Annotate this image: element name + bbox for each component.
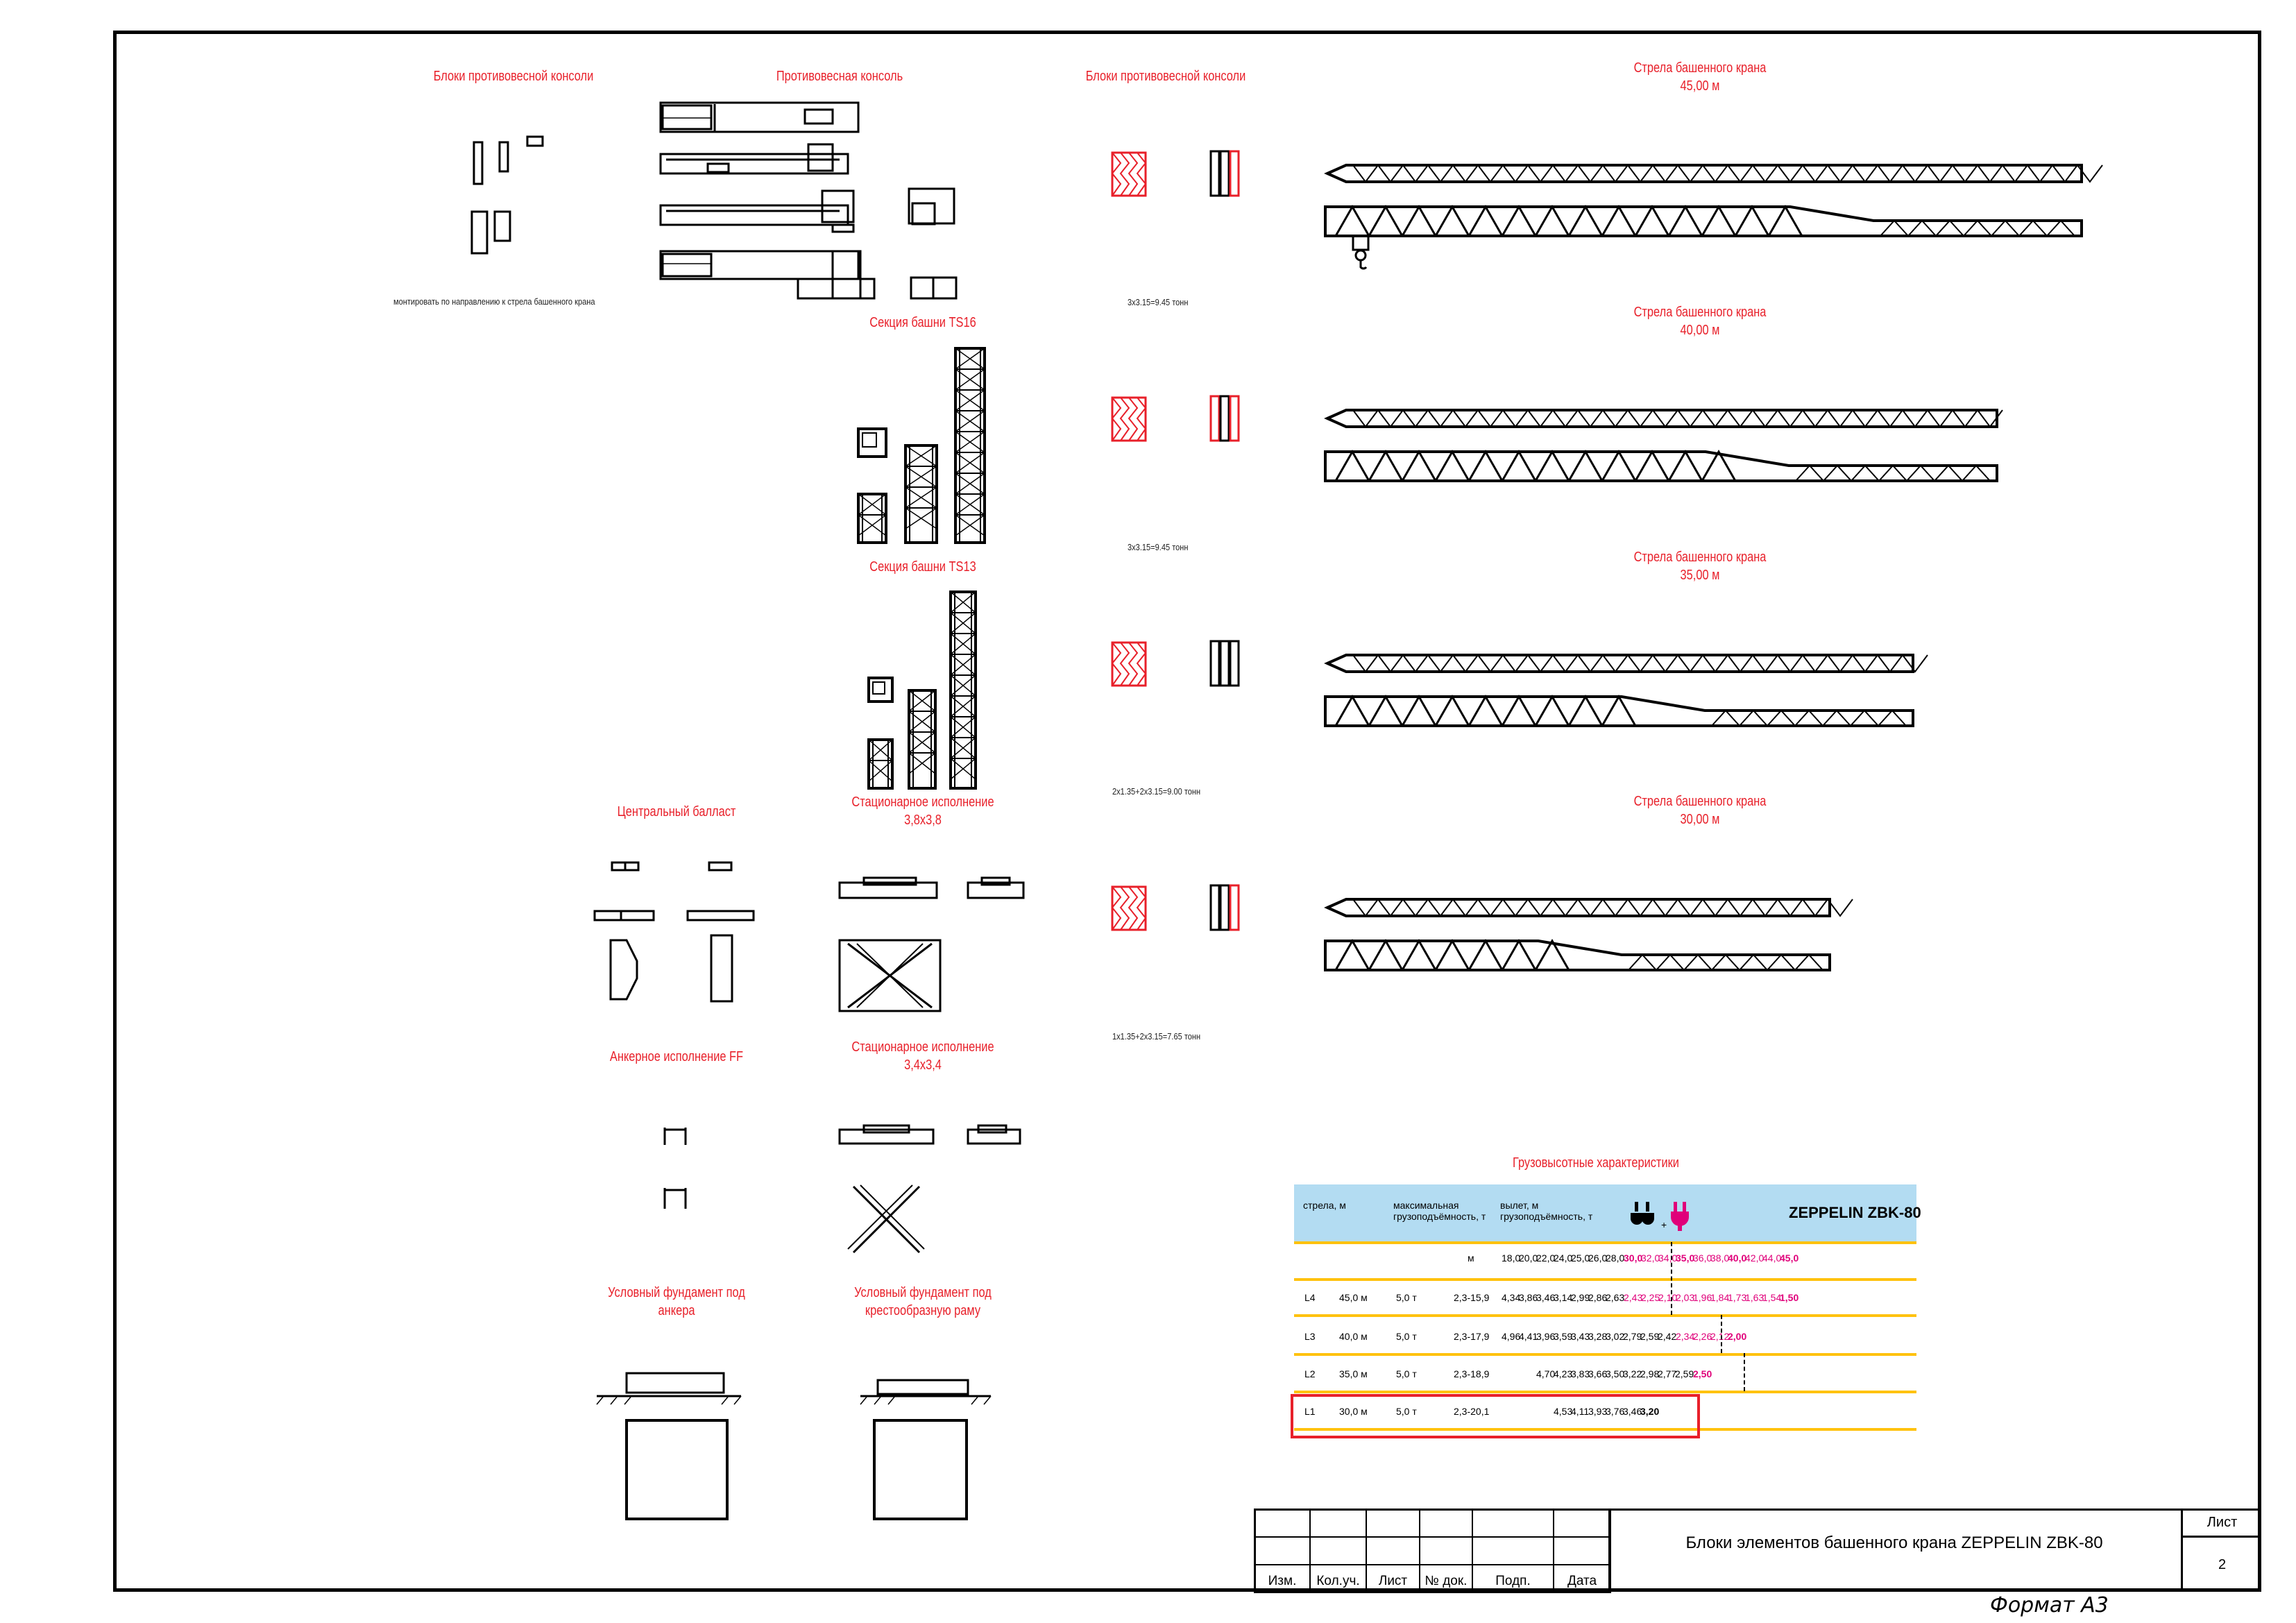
jib-30-title: Стрела башенного крана 30,00 м	[1633, 794, 1767, 827]
table-cell: 2,3-20,1	[1454, 1406, 1490, 1417]
table-cell: 44,0	[1762, 1252, 1782, 1264]
title-block-cell	[1366, 1536, 1420, 1565]
table-cell: L3	[1304, 1331, 1316, 1342]
table-cell: 2,79	[1623, 1331, 1642, 1342]
table-cell: 2,42	[1658, 1331, 1677, 1342]
title-block-cell	[1419, 1536, 1473, 1565]
table-cell: 4,23	[1554, 1368, 1573, 1379]
col-max-load-header: максимальная грузоподъёмность, т	[1393, 1200, 1486, 1222]
svg-text:+: +	[1661, 1219, 1667, 1230]
anchor-ff-title: Анкерное исполнение FF	[609, 1049, 744, 1064]
table-cell: 35,0	[1676, 1252, 1695, 1264]
table-cell: 45,0	[1780, 1252, 1799, 1264]
stationary-34-title: Стационарное исполнение 3,4х3,4	[851, 1039, 994, 1073]
table-cell: 3,59	[1554, 1331, 1573, 1342]
row-divider	[1294, 1241, 1916, 1244]
table-cell: 4,53	[1554, 1406, 1573, 1417]
table-cell: 1,84	[1710, 1292, 1730, 1303]
table-cell: 1,54	[1762, 1292, 1782, 1303]
table-cell: 36,0	[1693, 1252, 1712, 1264]
table-cell: 1,96	[1693, 1292, 1712, 1303]
table-cell: 1,50	[1780, 1292, 1799, 1303]
table-cell: 3,28	[1588, 1331, 1608, 1342]
table-cell: 3,86	[1519, 1292, 1538, 1303]
limit-marker	[1744, 1353, 1745, 1391]
table-cell: 2,26	[1693, 1331, 1712, 1342]
hook-icon	[1631, 1200, 1707, 1242]
table-cell: 4,96	[1502, 1331, 1521, 1342]
table-cell: 4,34	[1502, 1292, 1521, 1303]
table-cell: 2,98	[1640, 1368, 1660, 1379]
weight-note-2: 3х3.15=9.45 тонн	[1128, 542, 1189, 552]
sheet-label-box: Лист	[2181, 1509, 2261, 1538]
row-divider	[1294, 1353, 1916, 1356]
table-cell: 34,0	[1658, 1252, 1678, 1264]
ts13-title: Секция башни TS13	[869, 559, 976, 575]
cw-blocks-title-1: Блоки противовесной консоли	[433, 69, 594, 84]
title-block-header: Дата	[1553, 1564, 1611, 1593]
table-cell: 3,14	[1554, 1292, 1573, 1303]
table-cell: 2,3-18,9	[1454, 1368, 1490, 1379]
table-cell: L4	[1304, 1292, 1316, 1303]
table-cell: 4,70	[1536, 1368, 1556, 1379]
title-block-cell	[1553, 1509, 1611, 1538]
title-block-header: Изм.	[1254, 1564, 1311, 1593]
row-divider	[1294, 1391, 1916, 1393]
table-cell: 3,96	[1536, 1331, 1556, 1342]
table-cell: 32,0	[1641, 1252, 1660, 1264]
table-cell: 2,99	[1571, 1292, 1590, 1303]
jib-40-title: Стрела башенного крана 40,00 м	[1633, 305, 1767, 338]
sheet-number: 2	[2181, 1538, 2261, 1592]
title-block-header: Подп.	[1472, 1564, 1554, 1593]
mount-note: монтировать по направлению к стрела башенного крана	[393, 296, 595, 307]
brand-label: ZEPPELIN ZBK-80	[1789, 1204, 1921, 1221]
drawing-title: Блоки элементов башенного крана ZEPPELIN ZBK-80	[1685, 1533, 2103, 1552]
table-cell: 42,0	[1745, 1252, 1764, 1264]
ts16-title: Секция башни TS16	[869, 315, 976, 330]
table-cell: 3,02	[1606, 1331, 1625, 1342]
title-block-header: № док.	[1419, 1564, 1473, 1593]
table-cell: 2,3-15,9	[1454, 1292, 1490, 1303]
title-block-cell	[1472, 1509, 1554, 1538]
title-block-header: Кол.уч.	[1309, 1564, 1367, 1593]
table-cell: 3,20	[1640, 1406, 1660, 1417]
table-cell: 3,22	[1623, 1368, 1642, 1379]
table-cell: 30,0	[1624, 1252, 1643, 1264]
table-cell: 3,46	[1623, 1406, 1642, 1417]
table-cell: 3,50	[1606, 1368, 1625, 1379]
table-cell: 2,77	[1658, 1368, 1677, 1379]
table-cell: 3,46	[1536, 1292, 1556, 1303]
row-divider	[1294, 1278, 1916, 1281]
table-cell: 2,00	[1728, 1331, 1747, 1342]
cw-blocks-title-2: Блоки противовесной консоли	[1085, 69, 1246, 84]
table-cell: м	[1468, 1252, 1474, 1264]
table-cell: 1,73	[1728, 1292, 1747, 1303]
table-cell: L1	[1304, 1406, 1316, 1417]
jib-35-title: Стрела башенного крана 35,00 м	[1633, 550, 1767, 583]
table-cell: 3,93	[1588, 1406, 1608, 1417]
table-cell: 28,0	[1606, 1252, 1625, 1264]
title-block-cell	[1254, 1536, 1311, 1565]
title-block-cell	[1472, 1536, 1554, 1565]
table-cell: 2,34	[1676, 1331, 1695, 1342]
title-block-cell	[1309, 1509, 1367, 1538]
table-cell: 38,0	[1710, 1252, 1730, 1264]
table-cell: 5,0 т	[1396, 1292, 1417, 1303]
load-chart-title: Грузовысотные характеристики	[1513, 1155, 1679, 1171]
weight-note-1: 3х3.15=9.45 тонн	[1128, 297, 1189, 307]
table-cell: 45,0 м	[1339, 1292, 1368, 1303]
foundation-cross-title: Условный фундамент под крестообразную раму	[854, 1285, 992, 1318]
table-cell: 2,43	[1624, 1292, 1643, 1303]
title-block-header: Лист	[1366, 1564, 1420, 1593]
table-cell: 2,03	[1676, 1292, 1695, 1303]
cw-console-title: Противовесная консоль	[776, 69, 903, 84]
table-cell: 2,86	[1588, 1292, 1608, 1303]
col-jib-header: стрела, м	[1303, 1200, 1346, 1211]
table-cell: 40,0	[1728, 1252, 1747, 1264]
table-cell: 1,63	[1745, 1292, 1764, 1303]
title-block-cell	[1366, 1509, 1420, 1538]
title-block-cell	[1419, 1509, 1473, 1538]
col-radius-header: вылет, м грузоподъёмность, т	[1500, 1200, 1593, 1222]
table-cell: 26,0	[1588, 1252, 1608, 1264]
jib-45-title: Стрела башенного крана 45,00 м	[1633, 60, 1767, 94]
table-cell: 2,63	[1606, 1292, 1625, 1303]
table-cell: 3,83	[1571, 1368, 1590, 1379]
table-cell: 3,43	[1571, 1331, 1590, 1342]
table-cell: 4,41	[1519, 1331, 1538, 1342]
row-divider	[1294, 1314, 1916, 1317]
table-cell: 25,0	[1571, 1252, 1590, 1264]
central-ballast-title: Центральный балласт	[617, 804, 736, 819]
drawing-frame	[113, 31, 2261, 1592]
table-cell: 22,0	[1536, 1252, 1556, 1264]
table-cell: 5,0 т	[1396, 1331, 1417, 1342]
l1-highlight	[1291, 1394, 1700, 1438]
table-cell: L2	[1304, 1368, 1316, 1379]
table-cell: 3,66	[1588, 1368, 1608, 1379]
table-cell: 2,59	[1675, 1368, 1694, 1379]
table-cell: 2,59	[1640, 1331, 1660, 1342]
limit-marker	[1721, 1315, 1722, 1353]
stationary-38-title: Стационарное исполнение 3,8х3,8	[851, 794, 994, 828]
table-cell: 18,0	[1502, 1252, 1521, 1264]
table-cell: 5,0 т	[1396, 1368, 1417, 1379]
weight-note-3: 2х1.35+2х3.15=9.00 тонн	[1112, 786, 1201, 797]
table-cell: 2,25	[1641, 1292, 1660, 1303]
foundation-anchor-title: Условный фундамент под анкера	[608, 1285, 745, 1318]
title-block-cell	[1553, 1536, 1611, 1565]
table-cell: 2,12	[1710, 1331, 1730, 1342]
table-cell: 24,0	[1554, 1252, 1573, 1264]
format-label: Формат А3	[1990, 1593, 2109, 1617]
table-cell: 4,11	[1571, 1406, 1590, 1417]
table-cell: 40,0 м	[1339, 1331, 1368, 1342]
weight-note-4: 1х1.35+2х3.15=7.65 тонн	[1112, 1031, 1201, 1042]
table-cell: 30,0 м	[1339, 1406, 1368, 1417]
table-cell: 3,76	[1606, 1406, 1625, 1417]
table-cell: 2,50	[1693, 1368, 1712, 1379]
limit-marker	[1671, 1242, 1672, 1315]
title-block-cell	[1254, 1509, 1311, 1538]
title-block-cell	[1309, 1536, 1367, 1565]
table-cell: 2,3-17,9	[1454, 1331, 1490, 1342]
table-cell: 35,0 м	[1339, 1368, 1368, 1379]
table-cell: 2,10	[1658, 1292, 1678, 1303]
table-cell: 5,0 т	[1396, 1406, 1417, 1417]
table-cell: 20,0	[1519, 1252, 1538, 1264]
